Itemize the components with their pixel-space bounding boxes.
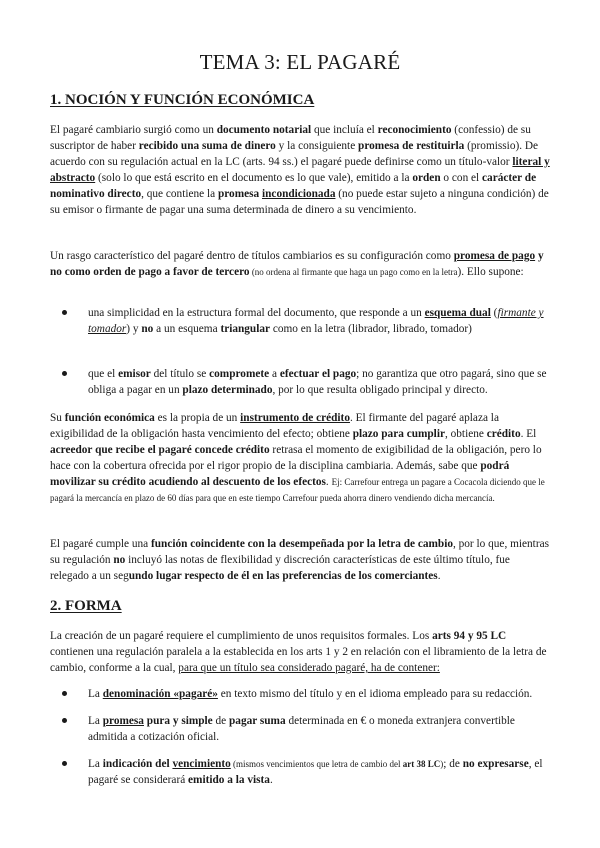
bullet-dot-icon — [62, 371, 67, 376]
section-2-heading: 2. FORMA — [50, 598, 122, 614]
document-title: TEMA 3: EL PAGARÉ — [199, 50, 401, 74]
section-1-paragraph-2: Un rasgo característico del pagaré dentro de títulos cambiarios es su configuración como promesa de pago y no como orden de pago a favor de tercero (no ordena al firmante que haga un pago como en la letra). Ello supone: — [50, 250, 544, 278]
section-2-paragraph-1: La creación de un pagaré requiere el cumplimiento de unos requisitos formales. Los arts 94 y 95 LC contienen una regulación paralela a la establecida en los arts 1 y 2 en relación con el libramiento de la letra de cambio, conforme a la cual, para que un título sea considerado pagaré, ha de contener: — [50, 630, 547, 674]
bullet-dot-icon — [62, 310, 67, 315]
bullet-dot-icon — [62, 691, 67, 696]
document-page: TEMA 3: EL PAGARÉ 1. NOCIÓN Y FUNCIÓN ECONÓMICA El pagaré cambiario surgió como un documento notarial que incluía el reconocimiento (confessio) de su suscriptor de haber recibido una suma de dinero y la consiguiente promesa de restituirla (promissio). De acuerdo con su regulación actual en la LC (arts. 94 ss.) el pagaré puede definirse como un título-valor literal y abstracto (solo lo que está escrito en el documento es lo que vale), emitido a la orden o con el carácter de nominativo directo, que contiene la promesa incondicionada (no puede estar sujeto a ninguna condición) de su emisor o firmante de pagar una suma determinada de dinero a su vencimiento. Un rasgo característico del pagaré dentro de títulos cambiarios es su configuración como promesa de pago y no como orden de pago a favor de tercero (no ordena al firmante que haga un pago como en la letra). Ello supone: una simplicidad en la estructura formal del documento, que responde a un esquema dual (firmante y tomador) y no a un esquema triangular como en la letra (librador, librado, tomador) que el emisor del título se compromete a efectuar el pago; no garantiza que otro pagará, sino que se obliga a pagar en un plazo determinado, por lo que resulta obligado principal y directo. Su función económica es la propia de un instrumento de crédito. El firmante del pagaré aplaza la exigibilidad de la obligación hasta vencimiento del efecto; obtiene plazo para cumplir, obtiene crédito. El acreedor que recibe el pagaré concede crédito retrasa el momento de exigibilidad de la obligación, pero lo hace con la cobertura ofrecida por el rigor propio de la disciplina cambiaria. Además, sabe que podrá movilizar su crédito acudiendo al descuento de los efectos. Ej: Carrefour entrega un pagare a Cocacola diciendo que le pagará la mercancía en plazo de 60 días para que en este tiempo Carrefour pueda ahorra dinero vendiendo dicha mercancía. El pagaré cumple una función coincidente con la desempeñada por la letra de cambio, por lo que, mientras su regulación no incluyó las notas de flexibilidad y discreción características de este último título, fue relegado a un segundo lugar respecto de él en las preferencias de los comerciantes. 2. FORMA La creación de un pagaré requiere el cumplimiento de unos requisitos formales. Los arts 94 y 95 LC contienen una regulación paralela a la establecida en los arts 1 y 2 en relación con el libramiento de la letra de cambio, conforme a la cual, para que un título sea considerado pagaré, ha de contener: La denominación «pagaré» en texto mismo del título y en el idioma empleado para su redacción. La promesa pura y simple de pagar suma determinada en € o moneda extranjera convertible admitida a cotización oficial. La indicación del vencimiento (mismos vencimientos que letra de cambio del art 38 LC); de no expresarse, el pagaré se considerará emitido a la vista. — [0, 0, 600, 848]
bullet-dot-icon — [62, 718, 67, 723]
section-1-heading: 1. NOCIÓN Y FUNCIÓN ECONÓMICA — [50, 92, 315, 108]
section-1-paragraph-1: El pagaré cambiario surgió como un documento notarial que incluía el reconocimiento (confessio) de su suscriptor de haber recibido una suma de dinero y la consiguiente promesa de restituirla (promissio). De acuerdo con su regulación actual en la LC (arts. 94 ss.) el pagaré puede definirse como un título-valor literal y abstracto (solo lo que está escrito en el documento es lo que vale), emitido a la orden o con el carácter de nominativo directo, que contiene la promesa incondicionada (no puede estar sujeto a ninguna condición) de su emisor o firmante de pagar una suma determinada de dinero a su vencimiento. — [50, 124, 550, 216]
section-1-paragraph-3: Su función económica es la propia de un instrumento de crédito. El firmante del pagaré aplaza la exigibilidad de la obligación hasta vencimiento del efecto; obtiene plazo para cumplir, obtiene crédito. El acreedor que recibe el pagaré concede crédito retrasa el momento de exigibilidad de la obligación, pero lo hace con la cobertura ofrecida por el rigor propio de la disciplina cambiaria. Además, sabe que podrá movilizar su crédito acudiendo al descuento de los efectos. Ej: Carrefour entrega un pagare a Cocacola diciendo que le pagará la mercancía en plazo de 60 días para que en este tiempo Carrefour pueda ahorra dinero vendiendo dicha mercancía. — [50, 412, 545, 503]
bullet-dot-icon — [62, 761, 67, 766]
section-1-paragraph-4: El pagaré cumple una función coincidente con la desempeñada por la letra de cambio, por lo que, mientras su regulación no incluyó las notas de flexibilidad y discreción características de este último título, fue relegado a un segundo lugar respecto de él en las preferencias de los comerciantes. — [50, 538, 549, 582]
